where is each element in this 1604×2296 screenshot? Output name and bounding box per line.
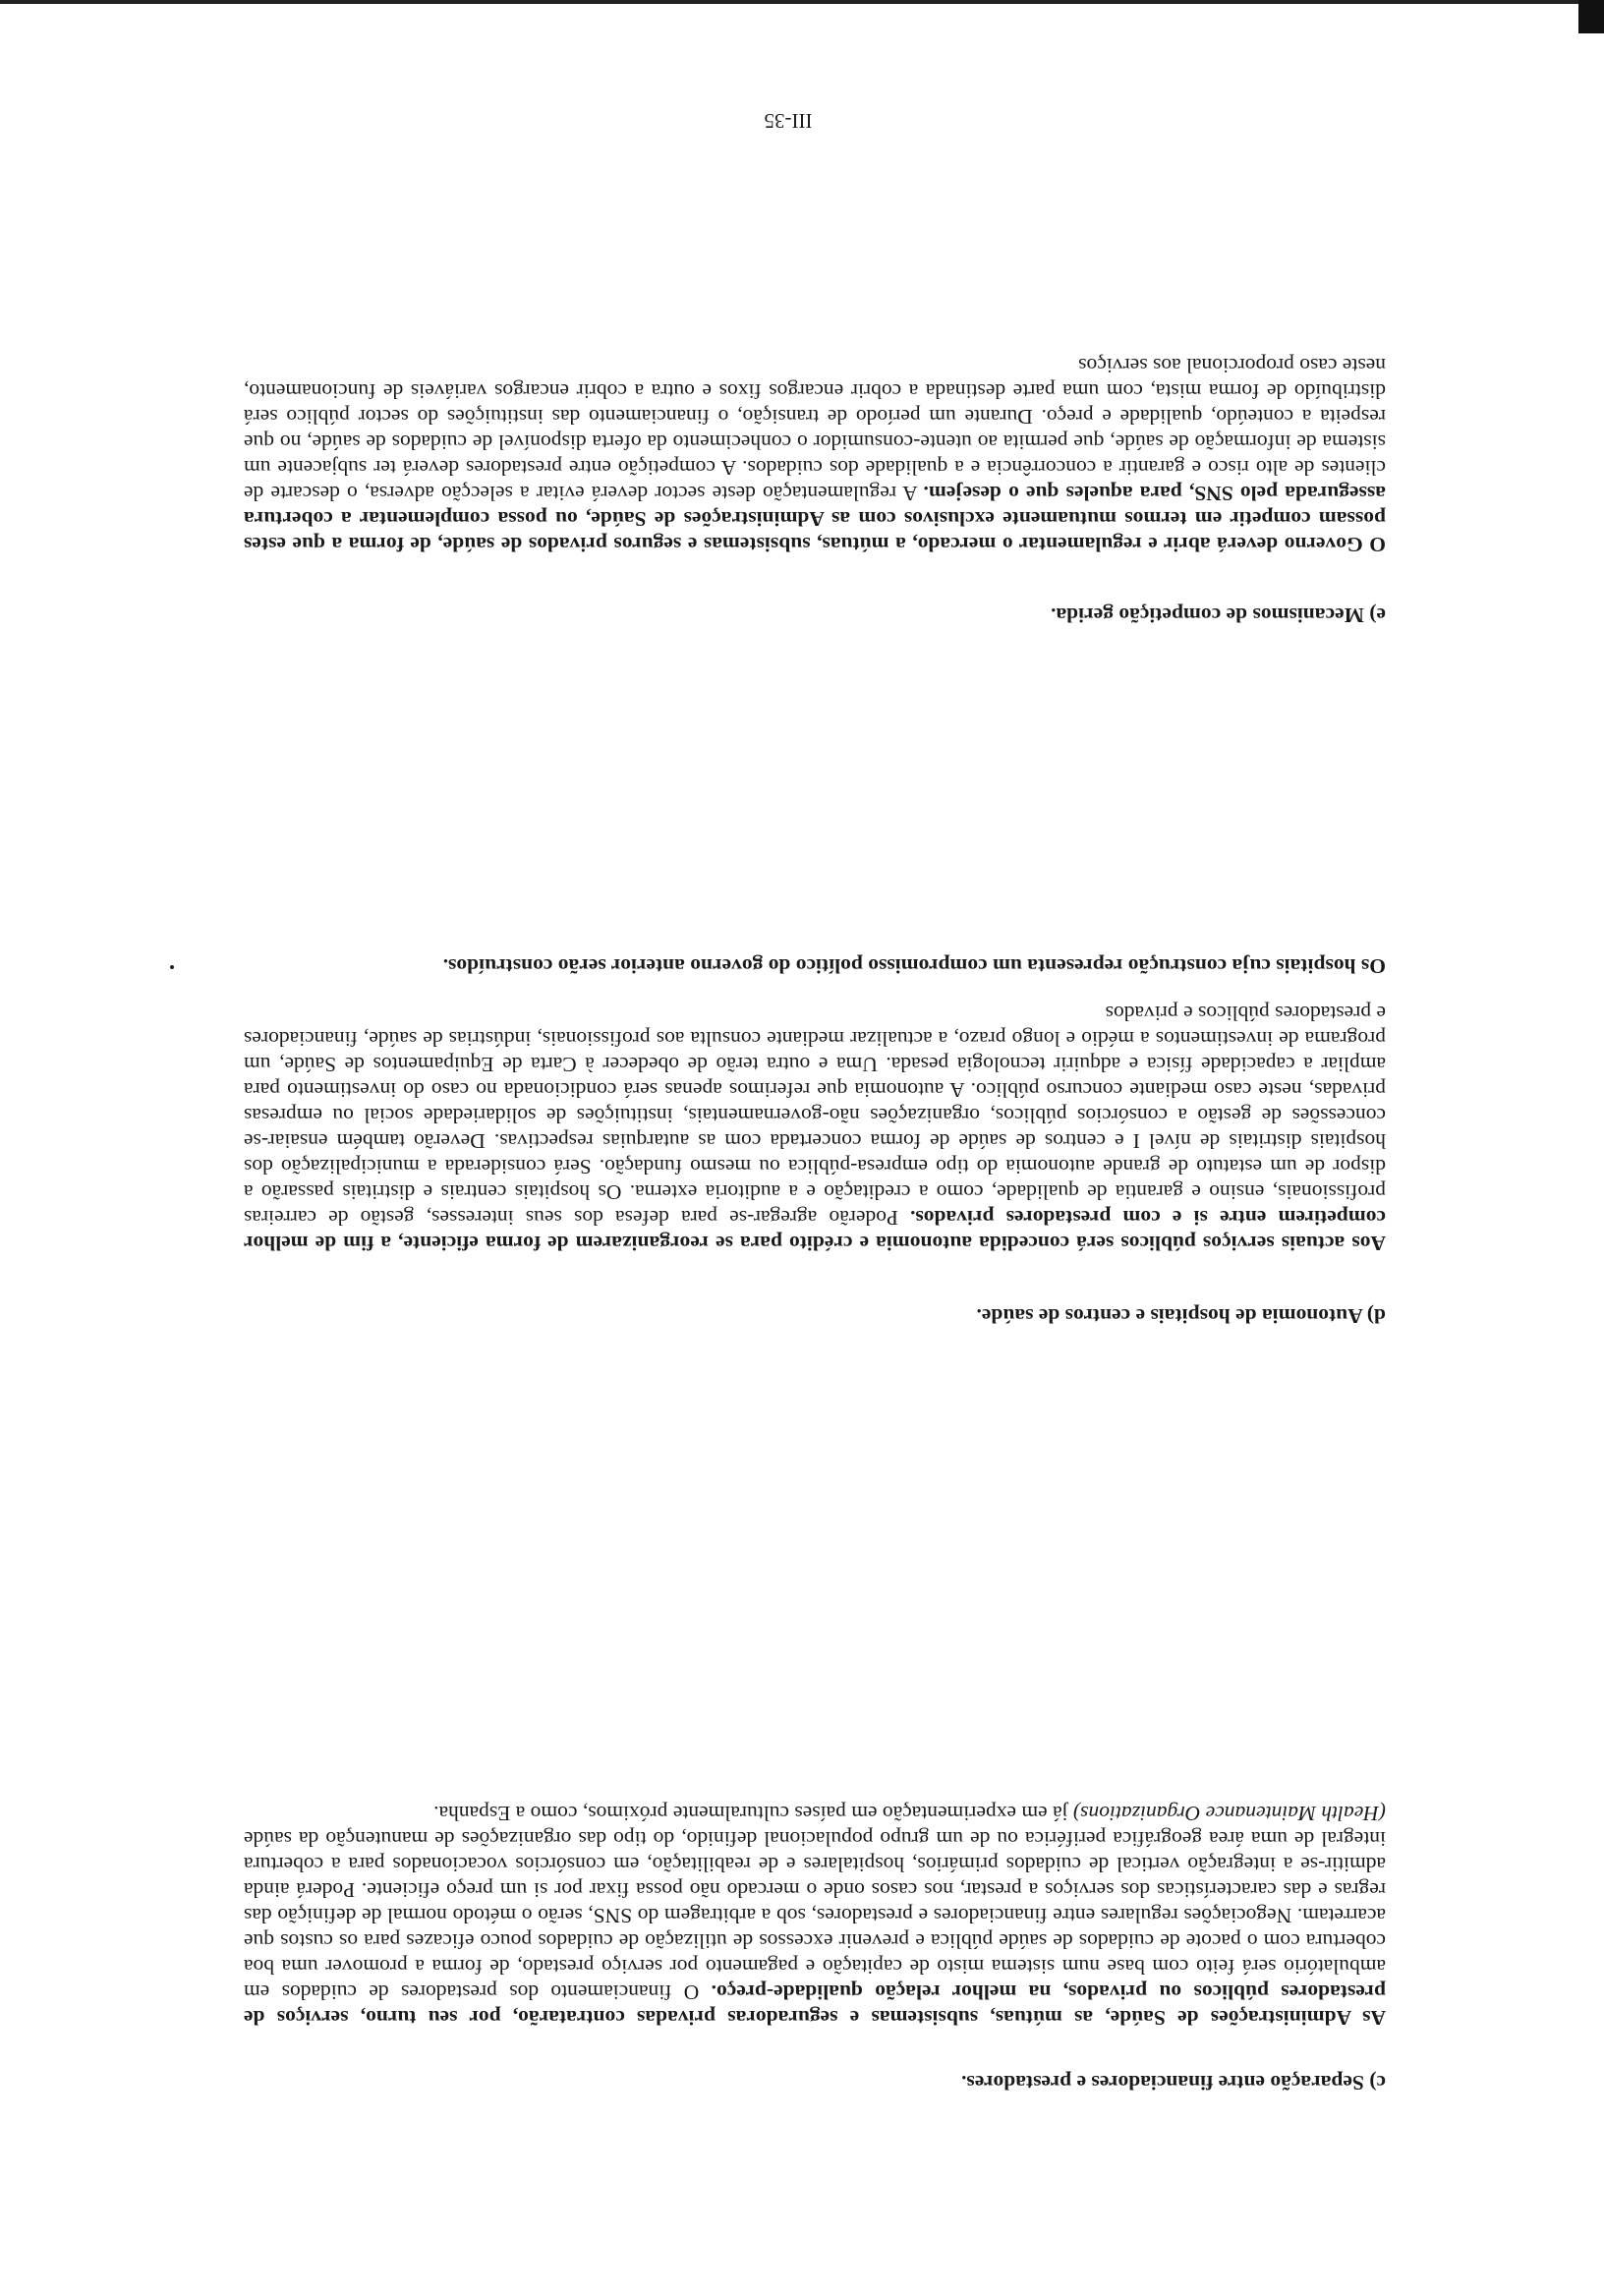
section-c-italic: (Health Maintenance Organizations) bbox=[1072, 1802, 1386, 1825]
section-d-paragraph bbox=[244, 1001, 1386, 1256]
section-d-bold-lead: Aos actuais serviços públicos será concedida autonomia e crédito para se reorganizarem de forma eficiente, a fim de melhor competirem entre si e com prestadores privados. bbox=[244, 1206, 1386, 1255]
section-c-paragraph bbox=[244, 1801, 1386, 2031]
section-c-text: O financiamento dos prestadores de cuidados em ambulatório será feito com base num sistema misto de capitação e pagamento por serviço prestado, de forma a promover uma boa cobertura com o pacote de cuidados de saúde pública e prevenir excessos de utilização de cuidados pouco eficazes para os custos que acarretam. Negociações regulares entre financiadores e prestadores, sob a arbitragem do SNS, serão o método normal de definição das regras e das características dos serviços a prestar, nos casos onde o mercado não possa fixar por si um preço eficiente. Poderá ainda admitir-se a integração vertical de cuidados primários, hospitalares e de reabilitação, em consórcios vocacionados para a cobertura integral de uma área geográfica periférica ou de um grupo populacional definido, do tipo das organizações de manutenção da saúde bbox=[244, 1827, 1386, 2004]
section-e bbox=[244, 353, 1386, 628]
page-number: III-35 bbox=[764, 109, 813, 133]
scan-corner-shadow bbox=[1578, 0, 1604, 33]
section-c bbox=[244, 1801, 1386, 2095]
section-e-bold-lead: O Governo deverá abrir e regulamentar o mercado, a mútuas, subsistemas e seguros privados de saúde, de forma a que estes possam competir em termos mutuamente exclusivos com as Administrações de Saúde, ou possa complementar a cobertura assegurada pelo SNS, para aqueles que o desejem. bbox=[244, 482, 1386, 556]
scan-edge bbox=[0, 0, 1604, 4]
section-d-text: Poderão agregar-se para defesa dos seus interesses, gestão de carreiras profissionais, ensino e garantia de qualidade, como a creditação e a auditoria externa. Os hospitais centrais e distritais passarão a dispor de um estatuto de grande autonomia do tipo empresa-pública ou mesmo fundação. Será considerada a municipalização dos hospitais distritais de nível I e centros de saúde de forma concertada com as autarquias respectivas. Deverão também ensaiar-se concessões de gestão a consórcios públicos, organizações não-governamentais, instituições de solidariedade social ou empresas privadas, neste caso mediante concurso público. A autonomia que referimos apenas será condicionada no caso do investimento para ampliar a capacidade física e adquirir tecnologia pesada. Uma e outra terão de obedecer à Carta de Equipamentos de Saúde, um programa de investimentos a médio e longo prazo, a actualizar mediante consulta aos profissionais, indústrias de saúde, financiadores e prestadores públicos e privados bbox=[244, 1002, 1386, 1230]
section-e-heading: e) Mecanismos de competição gerida. bbox=[1051, 603, 1386, 627]
section-d bbox=[244, 953, 1386, 1329]
section-c-bold-lead: As Administrações de Saúde, as mútuas, subsistemas e seguradoras privadas contratarão, por seu turno, serviços de prestadores públicos ou privados, na melhor relação qualidade-preço. bbox=[244, 1980, 1386, 2030]
section-d-heading: d) Autonomia de hospitais e centros de saúde. bbox=[976, 1304, 1386, 1328]
section-d-bold-note: Os hospitais cuja construção representa um compromisso político do governo anterior serão construídos. bbox=[442, 954, 1386, 978]
scan-speck bbox=[170, 965, 174, 969]
section-c-text-end: já em experimentação em países culturalmente próximos, como a Espanha. bbox=[433, 1802, 1073, 1825]
section-e-paragraph bbox=[244, 353, 1386, 557]
section-e-text: A regulamentação deste sector deverá evitar a selecção adversa, o descarte de clientes de alto risco e garantir a concorrência e a qualidade dos cuidados. A competição entre prestadores deverá ter subjacente um sistema de informação de saúde, que permita ao utente-consumidor o conhecimento da oferta disponível de cuidados de saúde, no que respeita a conteúdo, qualidade e preço. Durante um período de transição, o financiamento das instituições do sector público será distribuído de forma mista, com uma parte destinada a cobrir encargos fixos e outra a cobrir encargos variáveis de funcionamento, neste caso proporcional aos serviços bbox=[244, 354, 1386, 505]
section-c-heading: c) Separação entre financiadores e prestadores. bbox=[961, 2071, 1386, 2095]
